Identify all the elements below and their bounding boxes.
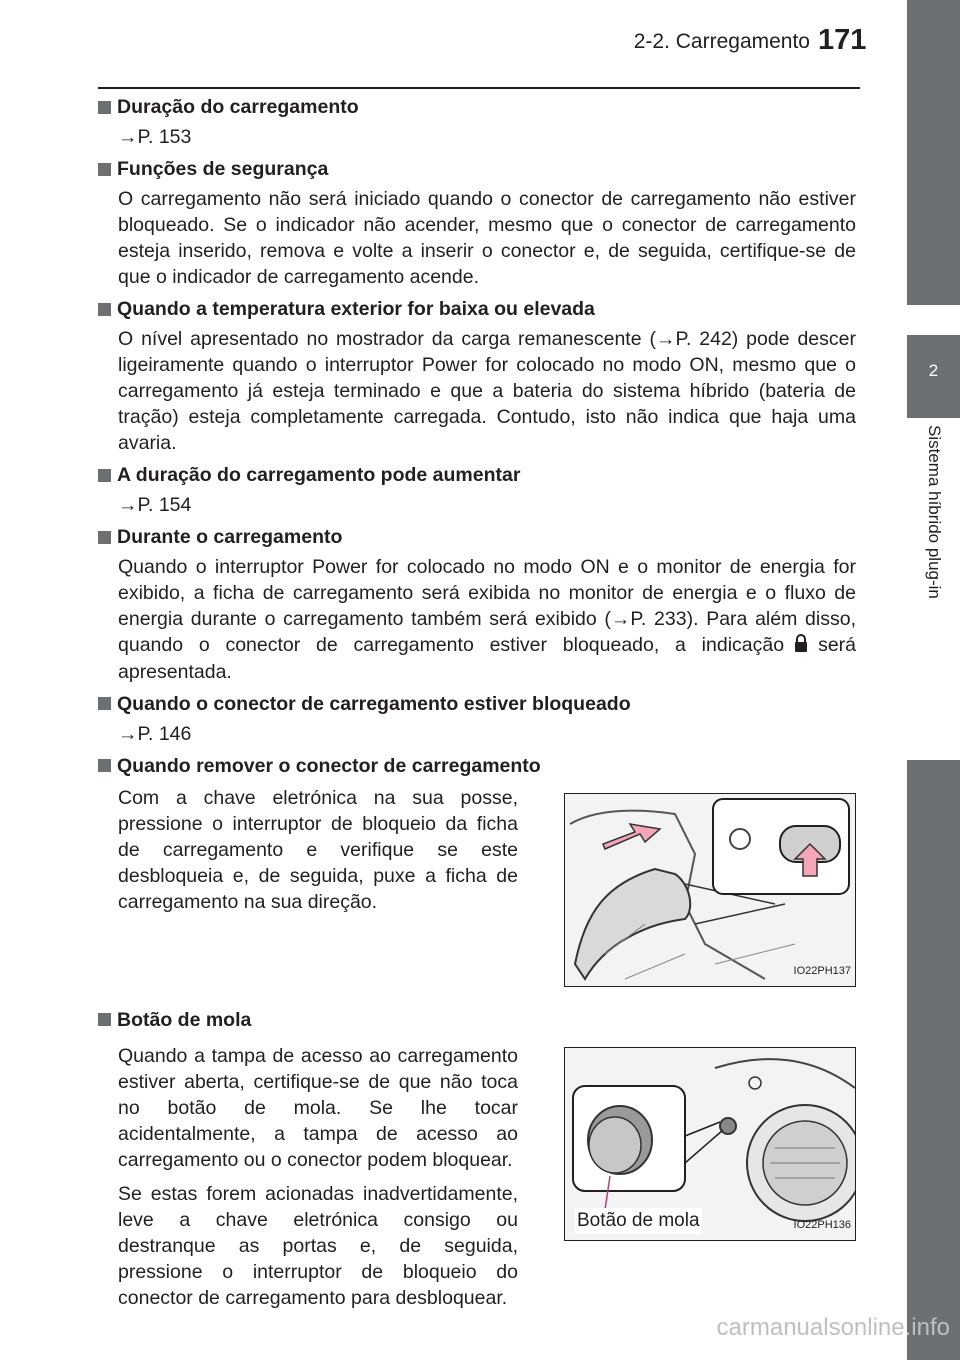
page-reference: →P. 154 xyxy=(118,494,192,516)
lock-icon xyxy=(794,633,808,659)
square-bullet-icon xyxy=(98,1013,111,1026)
page-reference: →P. 153 xyxy=(118,126,192,148)
square-bullet-icon xyxy=(98,759,111,772)
section-heading: Quando o conector de carregamento estiver bloqueado xyxy=(98,691,856,717)
side-tab-top xyxy=(907,0,960,305)
chapter-title: Sistema híbrido plug-in xyxy=(924,425,944,599)
paragraph: Quando a tampa de acesso ao carregamento estiver aberta, certifique-se de que não toca no botão de mola. Se lhe tocar acidentalmente, a tampa de acesso ao carregamento ou o conector podem bloquear. xyxy=(118,1044,518,1171)
square-bullet-icon xyxy=(98,469,111,482)
section-heading: Funções de segurança xyxy=(98,156,856,182)
figure-code: IO22PH137 xyxy=(793,964,851,977)
side-tab-bottom xyxy=(907,760,960,1360)
section-body: Quando o interruptor Power for colocado no modo ON e o monitor de energia for exibido, a ficha de carregamento será exibida no monitor de energia e o fluxo de energia durante o carregamento também será exibido (→P. 233). Para além disso, quando o conector de carregamento estiver bloqueado, a indicação será apresentada. xyxy=(118,556,856,683)
page-content xyxy=(98,94,856,1311)
section-heading: Duração do carregamento xyxy=(98,94,856,120)
square-bullet-icon xyxy=(98,303,111,316)
running-header-section: 2-2. Carregamento xyxy=(633,30,810,53)
figure-label: Botão de mola xyxy=(575,1208,702,1234)
square-bullet-icon xyxy=(98,163,111,176)
section-body: O nível apresentado no mostrador da carga remanescente (→P. 242) pode descer ligeiramente quando o interruptor Power for colocado no modo ON, mesmo que o carregamento já esteja terminado e que a bateria do sistema híbrido (bateria de tração) esteja completamente carregada. Contudo, isto não indica que haja uma avaria. xyxy=(118,328,856,454)
section-body: Com a chave eletrónica na sua posse, pressione o interruptor de bloqueio da ficha de carregamento e verifique se este desbloqueia e, de seguida, puxe a ficha de carregamento na sua direção. xyxy=(118,786,518,913)
square-bullet-icon xyxy=(98,697,111,710)
figure-charging-connector-removal xyxy=(564,793,856,987)
section-heading: A duração do carregamento pode aumentar xyxy=(98,462,856,488)
section-body xyxy=(98,1043,518,1311)
square-bullet-icon xyxy=(98,101,111,114)
chapter-title-tab xyxy=(907,425,960,755)
section-heading: Durante o carregamento xyxy=(98,524,856,550)
watermark: carmanualsonline.info xyxy=(716,1314,950,1341)
header-divider xyxy=(98,87,860,89)
section-heading: Quando a temperatura exterior for baixa ou elevada xyxy=(98,296,856,322)
section-body: O carregamento não será iniciado quando o conector de carregamento não estiver bloqueado. Se o indicador não acender, mesmo que o conector de carregamento esteja inserido, remova e volte a inserir o conector e, de seguida, certifique-se de que o indicador de carregamento acende. xyxy=(118,188,856,288)
page-number: 171 xyxy=(818,24,867,56)
paragraph: Se estas forem acionadas inadvertidamente, leve a chave eletrónica consigo ou destranque as portas e, de seguida, pressione o interruptor de bloqueio do conector de carregamento para desbloquear. xyxy=(118,1182,518,1309)
chapter-number-tab: 2 xyxy=(907,335,960,418)
section-heading: Botão de mola xyxy=(98,1007,856,1033)
figure-code: IO22PH136 xyxy=(793,1218,851,1231)
square-bullet-icon xyxy=(98,531,111,544)
section-heading: Quando remover o conector de carregamento xyxy=(98,753,856,779)
page-reference: →P. 146 xyxy=(118,722,192,745)
figure-spring-button xyxy=(564,1047,856,1241)
